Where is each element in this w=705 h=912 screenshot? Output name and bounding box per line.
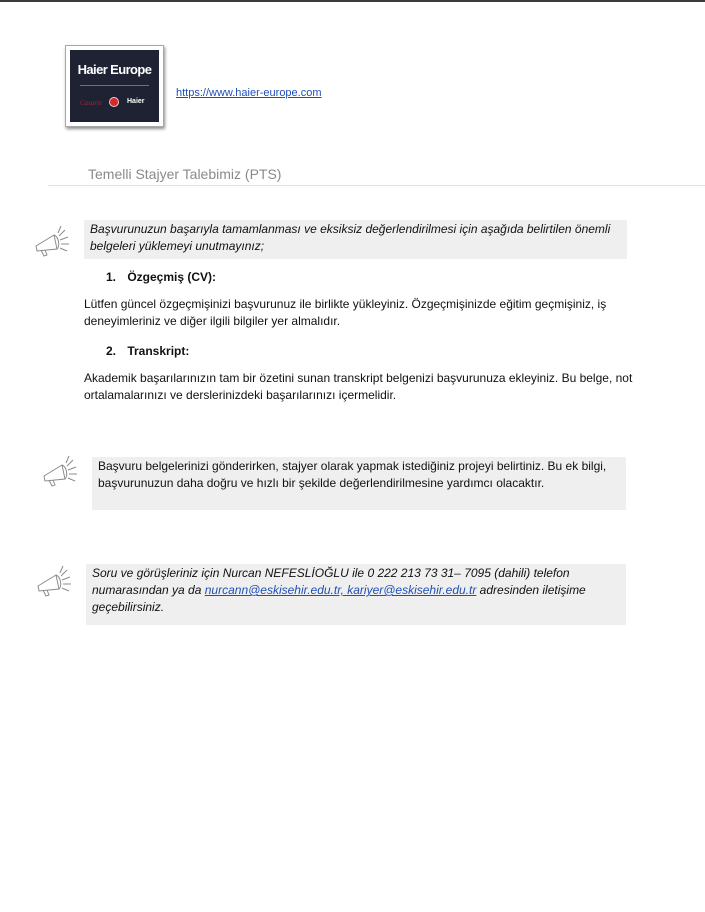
page-top-border: [0, 0, 705, 2]
transcript-description: Akademik başarılarınızın tam bir özetini sunan transkript belgenizi başvurunuza ekleyiniz. Bu belge, not ortalamalarınızı ve derslerinizdeki başarılarınızı içermelidir.: [84, 371, 633, 402]
contact-text-after: adresinden iletişime geçebilirsiniz.: [92, 583, 586, 614]
megaphone-icon: [32, 222, 72, 260]
document-heading-cv: [106, 270, 216, 284]
logo-brand-hoover-emblem: [109, 97, 119, 107]
logo-background: [70, 50, 159, 122]
logo-title: Haier Europe: [77, 62, 152, 77]
document-title: Özgeçmiş (CV):: [127, 270, 217, 284]
megaphone-icon: [34, 562, 74, 600]
project-note: Başvuru belgelerinizi gönderirken, stajyer olarak yapmak istediğiniz projeyi belirtiniz. Bu ek bilgi, başvurunuzun daha doğru ve hızlı bir şekilde değerlendirilmesine yardımcı olacaktır.: [92, 457, 626, 510]
logo-divider: [80, 85, 149, 86]
website-link[interactable]: https://www.haier-europe.com: [176, 87, 322, 99]
contact-note: [86, 564, 626, 625]
page-heading: Temelli Stajyer Talebimiz (PTS): [88, 166, 282, 182]
megaphone-icon: [40, 452, 80, 490]
document-heading-transcript: [106, 344, 189, 358]
contact-text-before: Soru ve görüşleriniz için Nurcan NEFESLİOĞLU ile 0 222 213 73 31– 7095 (dahili) telefon numarasından ya da: [92, 566, 570, 597]
logo-brand-haier: Haier: [127, 98, 145, 105]
haier-europe-logo: [65, 45, 164, 127]
contact-email-links[interactable]: nurcann@eskisehir.edu.tr, kariyer@eskisehir.edu.tr: [204, 583, 477, 597]
logo-brand-casarte: Casarte: [80, 99, 103, 107]
cv-description: Lütfen güncel özgeçmişinizi başvurunuz ile birlikte yükleyiniz. Özgeçmişinizde eğitim geçmişiniz, iş deneyimleriniz ve diğer ilgili bilgiler yer almalıdır.: [84, 297, 607, 328]
document-number: 2.: [106, 344, 117, 358]
heading-divider: [48, 185, 705, 186]
document-number: 1.: [106, 270, 117, 284]
upload-reminder-note: Başvurunuzun başarıyla tamamlanması ve eksiksiz değerlendirilmesi için aşağıda belirtilen önemli belgeleri yüklemeyi unutmayınız;: [84, 220, 627, 259]
document-title: Transkript:: [127, 344, 190, 358]
